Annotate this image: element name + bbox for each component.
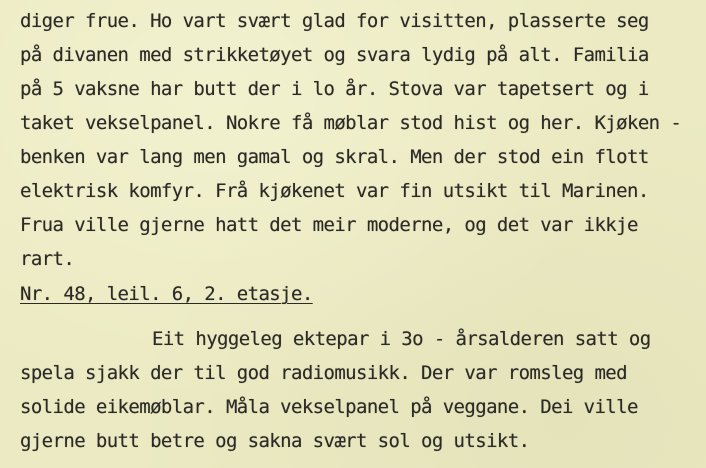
text-line-5: benken var lang men gamal og skral. Men der stod ein flott [20,146,649,168]
text-line-7: Frua ville gjerne hatt det meir moderne, og det var ikkje [20,214,638,236]
text-line-2: på divanen med strikketøyet og svara lydig på alt. Familia [20,44,649,66]
text-line-6: elektrisk komfyr. Frå kjøkenet var fin utsikt til Marinen. [20,180,649,202]
text-line-4: taket vekselpanel. Nokre få møblar stod hist og her. Kjøken - [20,112,682,134]
section-line-1: Eit hyggeleg ektepar i 3o - årsalderen satt og [152,328,651,350]
section-line-4: gjerne butt betre og sakna svært sol og utsikt. [20,430,530,452]
section-line-3: solide eikemøblar. Måla vekselpanel på veggane. Dei ville [20,396,638,418]
section-line-2: spela sjakk der til god radiomusikk. Der var romsleg med [20,362,627,384]
text-line-8: rart. [20,248,75,270]
text-line-1: diger frue. Ho vart svært glad for visitten, plasserte seg [20,10,649,32]
section-heading: Nr. 48, leil. 6, 2. etasje. [20,283,313,305]
text-line-3: på 5 vaksne har butt der i lo år. Stova var tapetsert og i [20,78,649,100]
